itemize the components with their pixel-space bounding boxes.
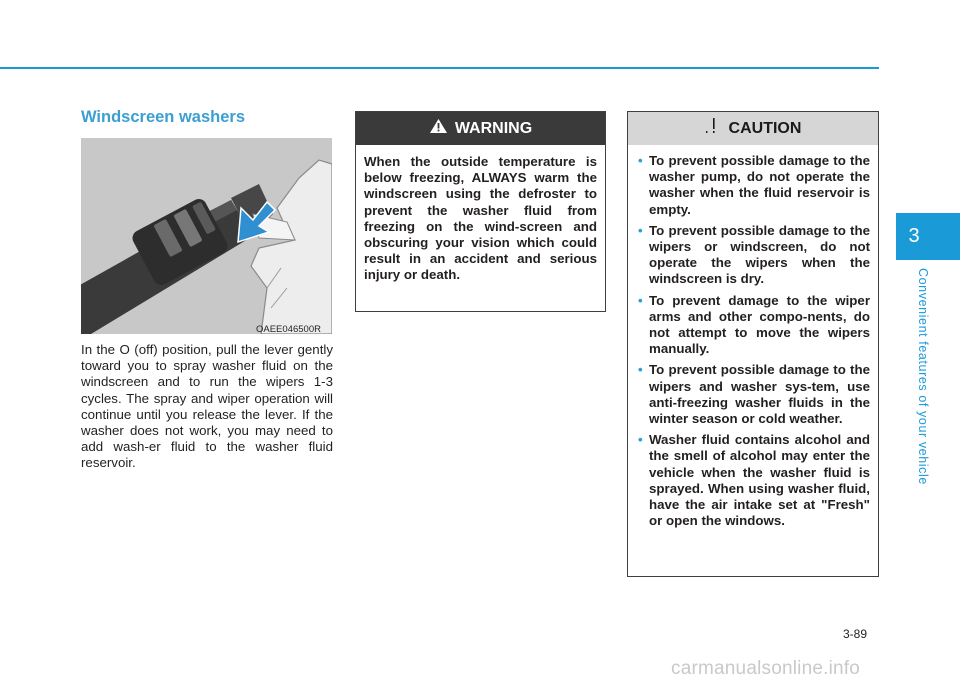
caution-item: • To prevent possible damage to the washer pump, do not operate the washer when the fluid reservoir is empty.	[638, 153, 870, 217]
header-rule	[0, 67, 879, 69]
body-paragraph: In the O (off) position, pull the lever gently toward you to spray washer fluid on the windscreen and to run the wipers 1-3 cycles. The spray and wiper operation will continue until you release the lever. If the washer does not work, you may need to add wash-er fluid to the washer fluid reservoir.	[81, 342, 333, 471]
caution-heading: CAUTION	[728, 119, 802, 137]
bullet: •	[638, 153, 643, 168]
caution-item: • To prevent damage to the wiper arms and other compo-nents, do not attempt to move the wipers manually.	[638, 292, 870, 357]
caution-list	[628, 145, 878, 529]
caution-box	[627, 111, 879, 577]
caution-header	[628, 112, 878, 145]
watermark: carmanualsonline.info	[671, 658, 861, 679]
caution-item: • Washer fluid contains alcohol and the smell of alcohol may enter the vehicle when the washer fluid is sprayed. When using washer fluid, have the air intake set at "Fresh" or open the windows.	[638, 432, 870, 529]
chapter-title: Convenient features of your vehicle	[916, 268, 930, 485]
bullet: •	[638, 292, 643, 308]
warning-box	[355, 111, 606, 312]
page-number: 3-89	[843, 627, 868, 641]
wiper-lever-illustration	[81, 138, 332, 334]
bullet: •	[638, 432, 643, 448]
caution-item: • To prevent possible damage to the wipers or windscreen, do not operate the wipers when the windscreen is dry.	[638, 222, 870, 287]
caution-item: • To prevent possible damage to the wipers and washer sys-tem, use anti-freezing washer fluids in the winter season or cold weather.	[638, 362, 870, 427]
section-title: Windscreen washers	[81, 108, 246, 126]
warning-triangle-icon	[429, 118, 448, 139]
caution-exclamation-icon	[705, 117, 719, 140]
chapter-number: 3	[908, 225, 920, 247]
warning-header	[356, 112, 605, 145]
warning-text: When the outside temperature is below freezing, ALWAYS warm the windscreen using the defroster to prevent the washer fluid from freezing on the wind-screen and obscuring your vision which could result in an accident and serious injury or death.	[364, 154, 597, 283]
bullet: •	[638, 222, 643, 238]
warning-heading: WARNING	[454, 119, 533, 137]
image-code: OAEE046500R	[256, 324, 321, 335]
bullet: •	[638, 362, 643, 378]
